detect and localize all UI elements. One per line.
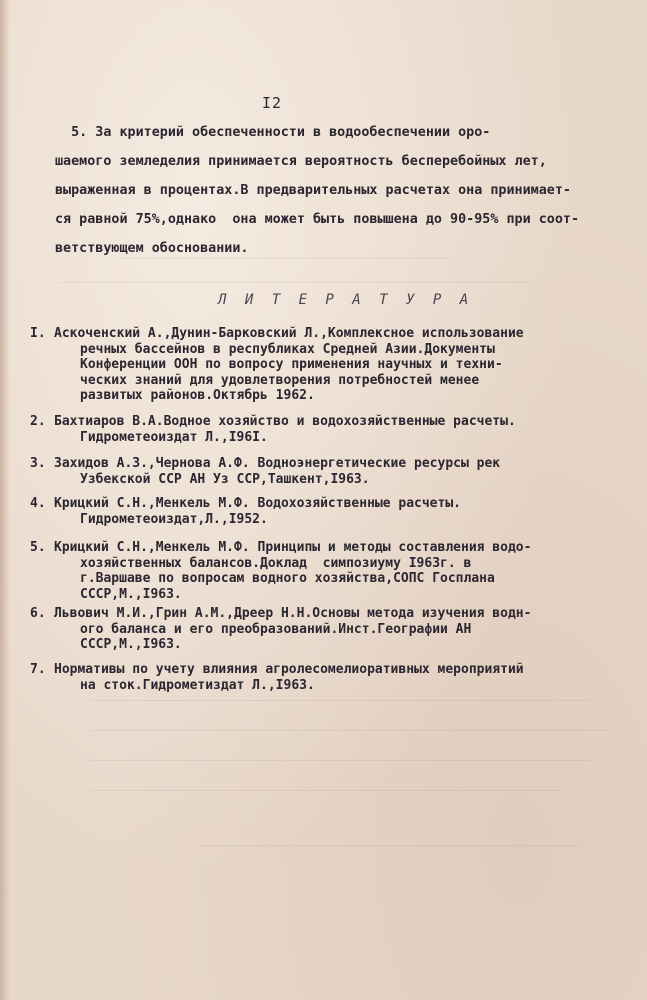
reference-line: Крицкий С.Н.,Менкель М.Ф. Водохозяйственные расчеты. (54, 496, 461, 511)
reference-item (30, 414, 516, 445)
reference-line: Нормативы по учету влияния агролесомелиоративных мероприятий (54, 662, 524, 677)
page-number: I2 (262, 94, 283, 112)
reference-line: развитых районов.Октябрь 1962. (80, 388, 315, 403)
reference-line: Бахтиаров В.А.Водное хозяйство и водохозяйственные расчеты. (54, 414, 516, 429)
reference-number: I. (30, 326, 46, 341)
reference-line: Крицкий С.Н.,Менкель М.Ф. Принципы и методы составления водо- (54, 540, 532, 555)
reference-item (30, 540, 531, 602)
paragraph-line: выраженная в процентах.В предварительных расчетах она принимает- (55, 183, 571, 198)
reference-line: Гидрометеоиздат Л.,I96I. (80, 429, 268, 445)
reference-number: 7. (30, 662, 46, 677)
reference-line: речных бассейнов в республиках Средней Азии.Документы (80, 341, 495, 357)
reference-line: Узбекской ССР АН Уз ССР,Ташкент,I963. (80, 471, 370, 487)
reference-number: 6. (30, 606, 46, 621)
show-through-mark (200, 845, 580, 846)
show-through-mark (90, 760, 590, 761)
reference-line: ого баланса и его преобразований.Инст.Географии АН (80, 621, 472, 637)
reference-line: СССР,М.,I963. (80, 586, 182, 602)
paragraph-line: 5. За критерий обеспеченности в водообеспечении оро- (55, 125, 491, 140)
paragraph-line: ветствующем обосновании. (55, 241, 249, 256)
reference-line: Захидов А.З.,Чернова А.Ф. Водноэнергетические ресурсы рек (54, 456, 501, 471)
reference-item (30, 662, 524, 693)
reference-number: 2. (30, 414, 46, 429)
show-through-mark (120, 258, 450, 259)
paragraph-line: шаемого земледелия принимается вероятность бесперебойных лет, (55, 154, 547, 169)
reference-item (30, 456, 500, 487)
reference-line: Львович М.И.,Грин А.М.,Дреер Н.Н.Основы метода изучения водн- (54, 606, 532, 621)
paragraph-line: ся равной 75%,однако она может быть повышена до 90-95% при соот- (55, 212, 580, 227)
reference-item (30, 326, 524, 404)
reference-number: 3. (30, 456, 46, 471)
show-through-mark (60, 282, 530, 283)
reference-item (30, 606, 531, 653)
criterion-paragraph (55, 118, 595, 263)
page-edge-shadow (0, 0, 10, 1000)
reference-line: Гидрометеоиздат,Л.,I952. (80, 511, 268, 527)
literature-heading: Л И Т Е Р А Т У Р А (218, 292, 474, 308)
reference-line: хозяйственных балансов.Доклад симпозиуму I963г. в (80, 555, 472, 571)
reference-line: ческих знаний для удовлетворения потребностей менее (80, 372, 480, 388)
reference-number: 4. (30, 496, 46, 511)
reference-line: Аскоченский А.,Дунин-Барковский Л.,Комплексное использование (54, 326, 524, 341)
show-through-mark (90, 700, 590, 701)
reference-item (30, 496, 461, 527)
show-through-mark (90, 730, 610, 731)
reference-line: Конференции ООН по вопросу применения научных и техни- (80, 357, 503, 372)
reference-number: 5. (30, 540, 46, 555)
show-through-mark (90, 790, 560, 791)
reference-line: г.Варшаве по вопросам водного хозяйства,СОПС Госплана (80, 571, 495, 586)
reference-line: на сток.Гидрометиздат Л.,I963. (80, 677, 315, 693)
reference-line: СССР,М.,I963. (80, 637, 182, 652)
